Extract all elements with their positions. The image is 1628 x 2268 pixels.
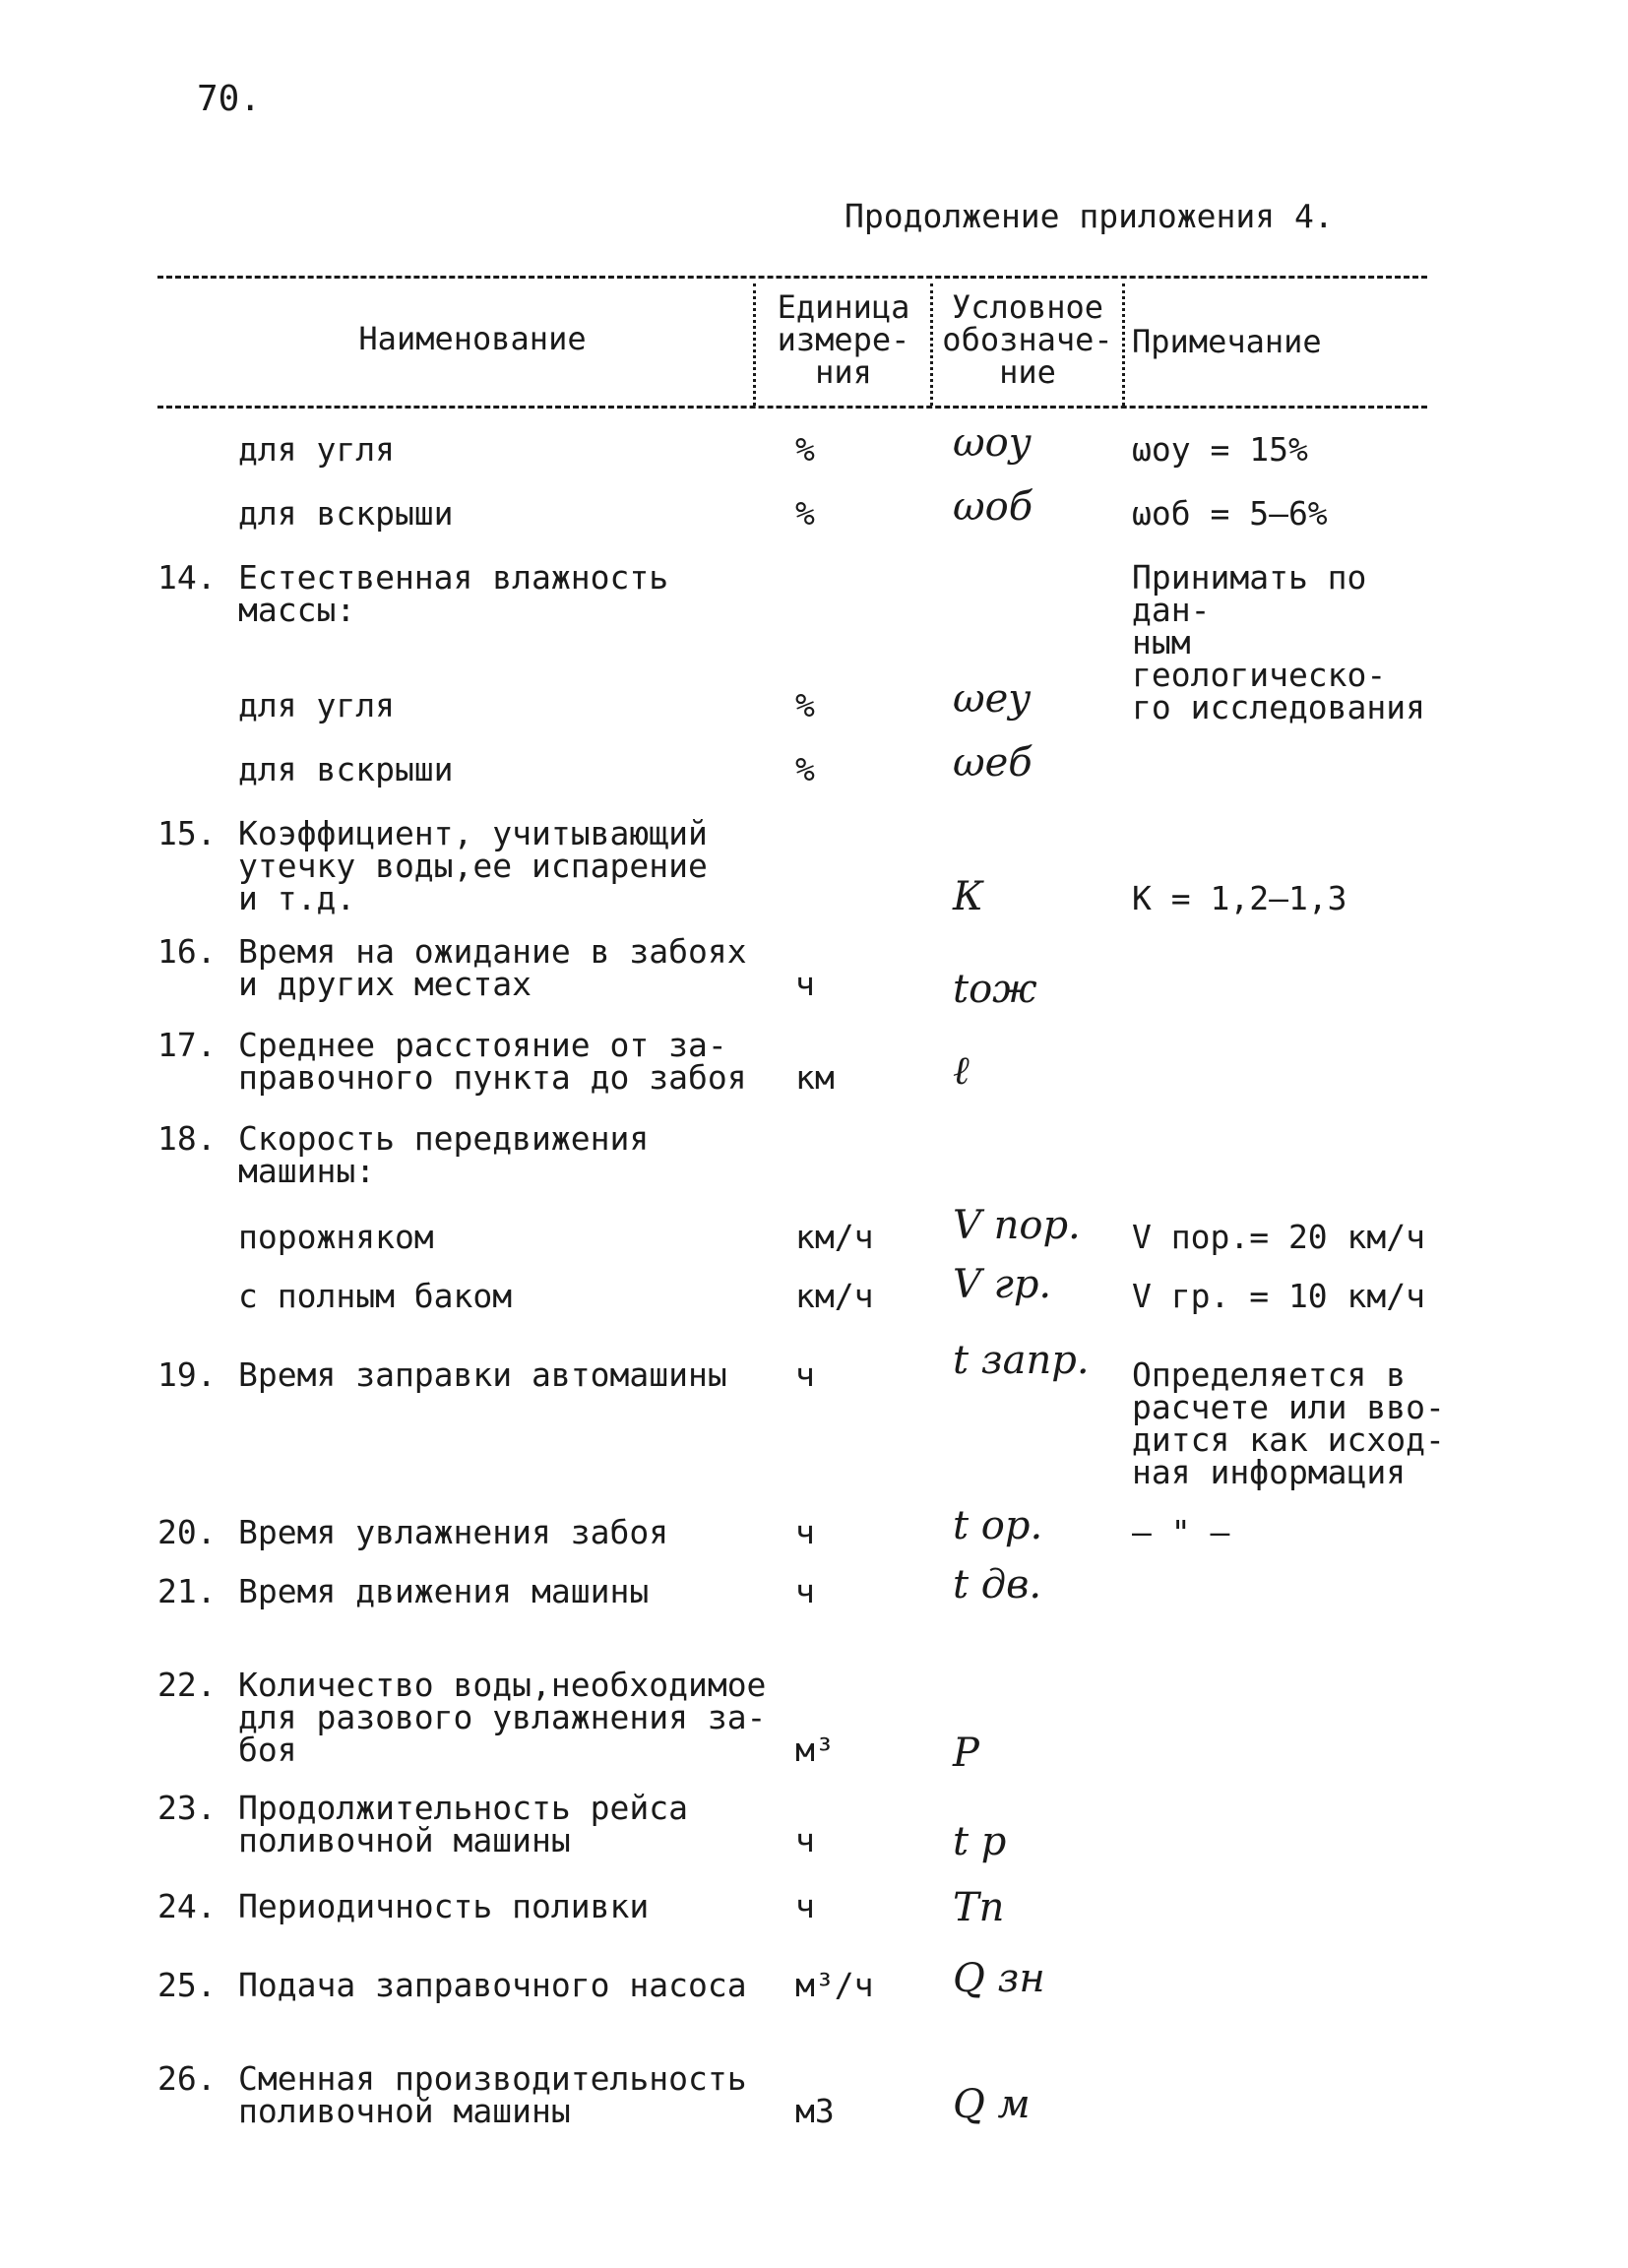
row-note-line: Принимать по дан- [1132,558,1367,629]
row-name-line: боя [238,1731,297,1769]
row-note [1132,1513,1457,1551]
row-name [238,686,789,724]
row-unit: % [795,430,815,469]
row-symbol: К [953,874,983,919]
row-note-line: V пор.= 20 км/ч [1132,1218,1426,1256]
row-symbol: t дв. [953,1562,1042,1607]
row-unit: м³/ч [795,1966,874,2004]
row-symbol: t запр. [953,1338,1090,1383]
row-number: 22. [157,1666,217,1704]
row-symbol: ωеб [953,740,1033,786]
row-symbol: V пор. [953,1203,1081,1248]
row-unit: ч [795,1513,815,1551]
row-note-line: ным геологическо- [1132,623,1387,694]
row-note-line: – " – [1132,1513,1230,1551]
row-number: 21. [157,1572,217,1610]
row-unit: ч [795,965,815,1003]
row-name-line: для разового увлажнения за- [238,1698,767,1736]
row-name-line: и т.д. [238,879,356,917]
row-name-line: Периодичность поливки [238,1887,650,1925]
row-unit: ч [795,1355,815,1394]
row-name-line: Количество воды,необходимое [238,1666,767,1704]
page-number: 70. [197,79,262,119]
row-unit: км [795,1058,835,1097]
row-note [1132,879,1457,917]
row-name [238,430,789,469]
row-number: 14. [157,558,217,597]
row-name [238,1513,789,1551]
row-name-line: с полным баком [238,1277,513,1315]
row-unit: км/ч [795,1218,874,1256]
row-name-line: правочного пункта до забоя [238,1058,747,1097]
row-name-line: для угля [238,686,395,724]
row-name-line: Время движения машины [238,1572,650,1610]
row-name-line: Время на ожидание в забоях [238,932,747,971]
row-name-line: порожняком [238,1218,434,1256]
row-note-line: V гр. = 10 км/ч [1132,1277,1426,1315]
row-number: 24. [157,1887,217,1925]
row-note-line: дится как исход- [1132,1420,1445,1459]
row-symbol: V гр. [953,1262,1052,1307]
header-unit: Единица измере- ния [777,288,910,391]
row-symbol: Р [953,1731,979,1776]
row-name-line: для вскрыши [238,494,454,533]
row-unit: ч [795,1887,815,1925]
row-name-line: Скорость передвижения [238,1119,650,1158]
row-name [238,1026,789,1097]
row-unit: м³ [795,1731,835,1769]
row-name-line: Естественная влажность [238,558,669,597]
row-symbol: Тп [953,1885,1005,1930]
row-note-line: ωоу = 15% [1132,430,1308,469]
row-name [238,1277,789,1315]
row-unit: % [795,750,815,788]
row-number: 16. [157,932,217,971]
row-note [1132,558,1457,726]
row-name-line: Среднее расстояние от за- [238,1026,727,1064]
row-name [238,1666,789,1769]
row-number: 26. [157,2059,217,2098]
row-unit: % [795,686,815,724]
row-symbol: t р [953,1819,1007,1864]
row-note-line: расчете или вво- [1132,1388,1445,1426]
header-name: Наименование [358,320,587,357]
row-number: 25. [157,1966,217,2004]
row-note [1132,1218,1457,1256]
row-note [1132,1277,1457,1315]
row-name [238,1218,789,1256]
row-name-line: машины: [238,1152,376,1190]
row-symbol: ωоу [953,420,1032,466]
row-name [238,494,789,533]
row-note [1132,430,1457,469]
header-symbol: Условное обозначе- ние [942,288,1113,391]
row-name [238,1887,789,1925]
row-symbol: tож [953,967,1037,1012]
row-symbol: Q м [953,2082,1031,2127]
row-name [238,1966,789,2004]
row-note-line: го исследования [1132,688,1426,726]
row-name [238,814,789,917]
row-name [238,1355,789,1394]
row-name [238,1572,789,1610]
row-name-line: и других местах [238,965,532,1003]
row-name [238,1119,789,1190]
row-name-line: утечку воды,ее испарение [238,847,708,885]
row-symbol: t ор. [953,1503,1043,1548]
row-name [238,750,789,788]
row-name-line: Коэффициент, учитывающий [238,814,708,852]
row-unit: % [795,494,815,533]
row-name-line: массы: [238,591,356,629]
row-unit: ч [795,1572,815,1610]
row-note-line: ωоб = 5–6% [1132,494,1328,533]
row-symbol: ωеу [953,676,1032,722]
row-number: 20. [157,1513,217,1551]
continuation-title: Продолжение приложения 4. [845,197,1334,235]
row-unit: м3 [795,2092,835,2130]
row-name-line: Время заправки автомашины [238,1355,727,1394]
row-note-line: ная информация [1132,1453,1407,1491]
row-name-line: для угля [238,430,395,469]
row-number: 23. [157,1789,217,1827]
row-name-line: для вскрыши [238,750,454,788]
row-name [238,558,789,629]
row-unit: км/ч [795,1277,874,1315]
row-number: 15. [157,814,217,852]
row-note [1132,1355,1457,1491]
row-symbol: ℓ [953,1048,970,1094]
row-name-line: Продолжительность рейса [238,1789,688,1827]
row-note-line: Определяется в [1132,1355,1407,1394]
row-note-line: К = 1,2–1,3 [1132,879,1347,917]
row-name-line: поливочной машины [238,1821,571,1859]
row-name-line: Подача заправочного насоса [238,1966,747,2004]
row-name-line: Сменная производительность [238,2059,747,2098]
row-symbol: Q зн [953,1956,1045,2001]
row-name-line: Время увлажнения забоя [238,1513,669,1551]
header-note: Примечание [1132,323,1322,360]
row-name-line: поливочной машины [238,2092,571,2130]
row-unit: ч [795,1821,815,1859]
row-number: 18. [157,1119,217,1158]
row-name [238,1789,789,1859]
row-name [238,932,789,1003]
row-number: 17. [157,1026,217,1064]
row-number: 19. [157,1355,217,1394]
row-name [238,2059,789,2130]
row-symbol: ωоб [953,484,1033,530]
row-note [1132,494,1457,533]
